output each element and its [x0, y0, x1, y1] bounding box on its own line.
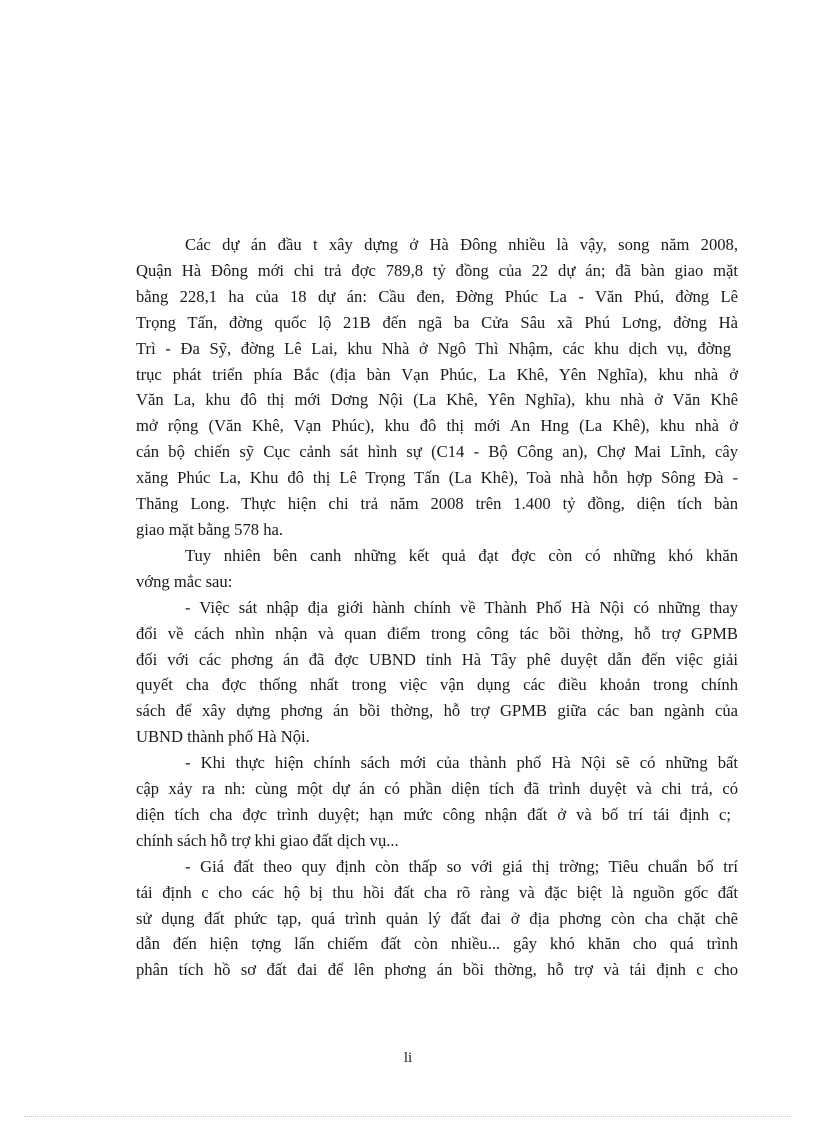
text-line: tái định c cho các hộ bị thu hồi đất cha rõ ràng và đặc biệt là nguồn gốc đất [136, 882, 738, 902]
text-line: đối với các phơng án đã đợc UBND tỉnh Hà Tây phê duyệt dẫn đến việc giải [136, 649, 738, 669]
text-line: giao mặt bằng 578 ha. [136, 519, 284, 539]
text-line: chính sách hỗ trợ khi giao đất dịch vụ... [136, 830, 399, 850]
text-line: Các dự án đầu t xây dựng ở Hà Đông nhiều là vậy, song năm 2008, [185, 235, 738, 254]
text-line: Văn La, khu đô thị mới Dơng Nội (La Khê, Yên Nghĩa), khu nhà ở Văn Khê [136, 390, 738, 410]
text-line: xăng Phúc La, Khu đô thị Lê Trọng Tấn (La Khê), Toà nhà hỗn hợp Sông Đà - [136, 468, 738, 488]
paragraph-1 [136, 232, 738, 543]
page-bottom-divider [24, 1116, 792, 1117]
text-line: cập xảy ra nh: cùng một dự án có phần diện tích đã trình duyệt và chi trả, có [136, 779, 738, 799]
text-line: Tuy nhiên bên canh những kết quả đạt đợc còn có những khó khăn [185, 545, 738, 565]
paragraph-4 [136, 750, 738, 854]
page-number: li [403, 1050, 413, 1066]
text-line: vớng mắc sau: [136, 571, 233, 591]
text-line: bằng 228,1 ha của 18 dự án: Cầu đen, Đờng Phúc La - Văn Phú, đờng Lê [136, 286, 738, 306]
text-line: - Giá đất theo quy định còn thấp so với giá thị trờng; Tiêu chuẩn bố trí [185, 856, 738, 876]
body-text [136, 232, 738, 983]
text-line: cán bộ chiến sỹ Cục cảnh sát hình sự (C14 - Bộ Công an), Chợ Mai Lĩnh, cây [136, 442, 738, 462]
paragraph-2 [136, 543, 738, 595]
text-line: Quận Hà Đông mới chi trả đợc 789,8 tỷ đồng của 22 dự án; đã bàn giao mặt [136, 260, 738, 280]
text-line: đổi về cách nhìn nhận và quan điểm trong công tác bồi thờng, hỗ trợ GPMB [136, 623, 738, 643]
text-line: - Khi thực hiện chính sách mới của thành phố Hà Nội sẽ có những bất [185, 753, 738, 773]
text-line: - Việc sát nhập địa giới hành chính về Thành Phố Hà Nội có những thay [185, 597, 738, 617]
paragraph-3 [136, 595, 738, 750]
text-line: phân tích hồ sơ đất đai để lên phơng án bồi thờng, hỗ trợ và tái định c cho [136, 960, 738, 980]
text-line: quyết cha đợc thống nhất trong việc vận dụng các điều khoản trong chính [136, 675, 738, 695]
text-line: sử dụng đất phức tạp, quá trình quản lý đất đai ở địa phơng còn cha chặt chẽ [136, 908, 738, 928]
text-line: dẫn đến hiện tợng lấn chiếm đất còn nhiều... gây khó khăn cho quá trình [136, 934, 738, 954]
text-line: Trọng Tấn, đờng quốc lộ 21B đến ngã ba Cửa Sâu xã Phú Lơng, đờng Hà [136, 312, 738, 332]
text-line: mở rộng (Văn Khê, Vạn Phúc), khu đô thị mới An Hng (La Khê), khu nhà ở [136, 416, 738, 436]
text-line: UBND thành phố Hà Nội. [136, 727, 310, 747]
text-line: Trì - Đa Sỹ, đờng Lê Lai, khu Nhà ở Ngô Thì Nhậm, các khu dịch vụ, đờng [136, 338, 731, 358]
text-line: trục phát triển phía Bắc (địa bàn Vạn Phúc, La Khê, Yên Nghĩa), khu nhà ở [136, 364, 738, 384]
text-line: sách để xây dựng phơng án bồi thờng, hỗ trợ GPMB giữa các ban ngành của [136, 701, 738, 721]
text-line: Thăng Long. Thực hiện chi trả năm 2008 trên 1.400 tỷ đồng, diện tích bàn [136, 494, 738, 514]
text-line: diện tích cha đợc trình duyệt; hạn mức công nhận đất ở và bố trí tái định c; [136, 804, 731, 824]
paragraph-5 [136, 854, 738, 984]
